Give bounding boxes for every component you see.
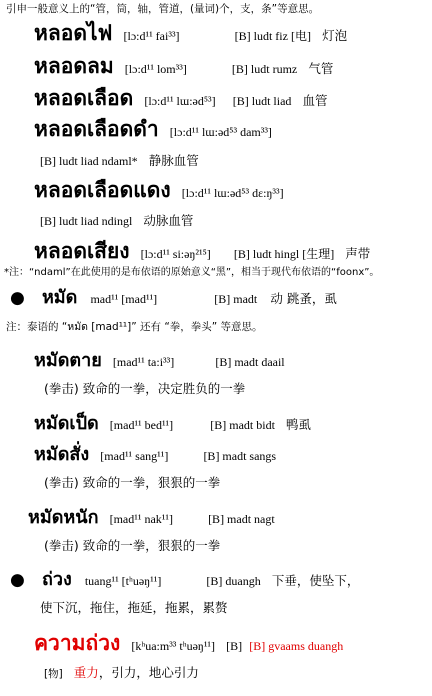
thai-word: ถ่วง [41, 569, 72, 590]
footnote: *注：“ndaml”在此使用的是布依语的原始意义“黑”，相当于现代布依语的“foonx”。 [4, 267, 380, 278]
zhuang-equivalent: [B] gvaams duangh [249, 639, 344, 653]
domain-tag: [物] [44, 668, 63, 680]
ipa-transcription: [lɔ:d¹¹ lom³³] [124, 62, 187, 76]
ipa-transcription: mad¹¹ [mad¹¹] [90, 292, 158, 306]
ipa-transcription: [mad¹¹ nak¹¹] [109, 512, 173, 526]
zhuang-equivalent: [B] ludt hingl [生理] [233, 247, 335, 261]
ipa-transcription: tuang¹¹ [tʰuəŋ¹¹] [84, 574, 162, 588]
chinese-meaning-continuation: 使下沉，拖住，拖延，拖累，累赘 [40, 600, 228, 615]
bullet-icon: ● [10, 288, 25, 308]
ipa-transcription: [lɔ:d¹¹ si:əŋ²¹⁵] [140, 247, 211, 261]
zhuang-equivalent: [B] ludt liad [232, 94, 292, 108]
chinese-meaning: 血管 [302, 93, 328, 108]
thai-word: หลอดลม [34, 54, 114, 78]
ipa-transcription: [mad¹¹ ta:i³³] [112, 355, 175, 369]
zhuang-equivalent: [B] madt nagt [208, 512, 275, 526]
entry-row [34, 415, 311, 433]
entry-row [34, 119, 272, 140]
thai-word: หมัด [41, 287, 78, 308]
ipa-transcription: [lɔ:d¹¹ lɯ:əd⁵³ dɛ:ŋ³³] [181, 186, 284, 200]
zhuang-equivalent: [B] ludt rumz [231, 62, 298, 76]
ipa-transcription: [mad¹¹ sang¹¹] [100, 449, 169, 463]
entry-row [34, 241, 370, 262]
entry-row [34, 446, 276, 464]
chinese-meaning: 气管 [308, 61, 334, 76]
thai-word: หลอดไฟ [34, 21, 113, 45]
ipa-transcription: [lɔ:d¹¹ fai³³] [123, 29, 180, 43]
headword-row [10, 289, 337, 307]
thai-word: หมัดสั่ง [34, 444, 90, 465]
zhuang-equivalent: [B] ludt fiz [电] [234, 29, 311, 43]
thai-word: หลอดเลือดดำ [34, 117, 159, 141]
chinese-meaning: 动脉血管 [143, 213, 194, 228]
chinese-meaning: 动 跳蚤，虱 [270, 291, 337, 306]
thai-word: ความถ่วง [34, 631, 121, 655]
entry-row [34, 180, 284, 201]
zhuang-equivalent: [B] ludt liad ndingl [40, 214, 133, 228]
entry-row [28, 509, 275, 527]
entry-row [34, 633, 343, 654]
chinese-meaning: (拳击) 致命的一拳，狠狠的一拳 [44, 475, 221, 490]
zhuang-prefix: [B] [226, 639, 243, 653]
chinese-meaning: 灯泡 [322, 28, 348, 43]
ipa-transcription: [lɔ:d¹¹ lɯ:əd⁵³] [144, 94, 216, 108]
chinese-meaning: 下垂，使坠下， [271, 573, 360, 588]
entry-row-continuation [44, 664, 199, 680]
thai-word: หลอดเลือดแดง [34, 178, 171, 202]
zhuang-equivalent: [B] duangh [206, 574, 261, 588]
ipa-transcription: [mad¹¹ bed¹¹] [109, 418, 174, 432]
chinese-meaning: (拳击) 致命的一拳，狠狠的一拳 [44, 538, 221, 553]
chinese-meaning: 鸭虱 [286, 417, 312, 432]
thai-word: หมัดตาย [34, 350, 102, 371]
thai-word: หมัดเป็ด [34, 413, 99, 434]
entry-row [34, 56, 333, 77]
entry-row [34, 352, 285, 370]
chinese-meaning: 静脉血管 [148, 153, 199, 168]
note: 注：泰语的 “หมัด [mad¹¹]” 还有 “拳，拳头” 等意思。 [6, 321, 263, 333]
zhuang-equivalent: [B] ludt liad ndaml* [40, 154, 138, 168]
entry-row-continuation [40, 212, 193, 228]
entry-row [34, 88, 328, 109]
ipa-transcription: [kʰua:m³³ tʰuəŋ¹¹] [131, 639, 216, 653]
chinese-meaning: ，引力，地心引力 [98, 665, 199, 680]
chinese-meaning: 声带 [345, 246, 371, 261]
entry-row-continuation [40, 152, 199, 168]
entry-row [34, 23, 347, 44]
headword-row [10, 571, 359, 589]
zhuang-equivalent: [B] madt daail [215, 355, 285, 369]
ipa-transcription: [lɔ:d¹¹ lɯ:əd⁵³ dam³³] [169, 125, 272, 139]
zhuang-equivalent: [B] madt bidt [210, 418, 275, 432]
chinese-meaning: (拳击) 致命的一拳，决定胜负的一拳 [44, 381, 246, 396]
intro-text: 引申一般意义上的“管，筒，轴，管道，(量词)个，支，条”等意思。 [6, 3, 320, 15]
zhuang-equivalent: [B] madt sangs [203, 449, 277, 463]
chinese-meaning-highlight: 重力 [73, 665, 99, 680]
thai-word: หลอดเสียง [34, 239, 130, 263]
thai-word: หลอดเลือด [34, 86, 134, 110]
thai-word: หมัดหนัก [28, 507, 99, 528]
zhuang-equivalent: [B] madt [214, 292, 258, 306]
bullet-icon: ● [10, 570, 25, 590]
